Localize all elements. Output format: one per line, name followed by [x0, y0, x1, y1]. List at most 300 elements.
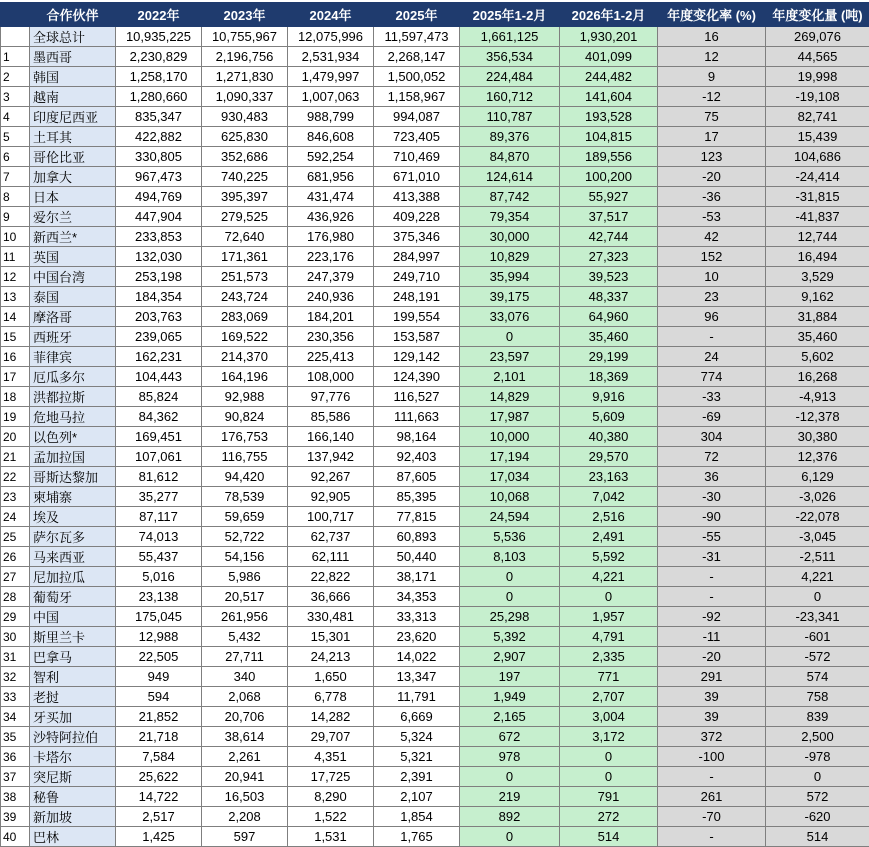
- value-2025-cell: 2,268,147: [374, 47, 460, 67]
- partner-cell: 萨尔瓦多: [30, 527, 116, 547]
- partner-cell: 马来西亚: [30, 547, 116, 567]
- yoy-rate-cell: 72: [658, 447, 766, 467]
- partner-cell: 洪都拉斯: [30, 387, 116, 407]
- value-2025-jan-feb-cell: 1,949: [460, 687, 560, 707]
- value-2025-jan-feb-cell: 14,829: [460, 387, 560, 407]
- rank-cell: 10: [1, 227, 30, 247]
- value-2025-cell: 710,469: [374, 147, 460, 167]
- value-2025-jan-feb-cell: 84,870: [460, 147, 560, 167]
- value-2026-jan-feb-cell: 193,528: [560, 107, 658, 127]
- value-2024-cell: 240,936: [288, 287, 374, 307]
- table-row: [1, 587, 869, 607]
- partner-cell: 智利: [30, 667, 116, 687]
- value-2025-jan-feb-cell: 110,787: [460, 107, 560, 127]
- partner-cell: 哥斯达黎加: [30, 467, 116, 487]
- value-2026-jan-feb-cell: 2,516: [560, 507, 658, 527]
- value-2025-cell: 375,346: [374, 227, 460, 247]
- rank-cell: 12: [1, 267, 30, 287]
- yoy-change-cell: -31,815: [766, 187, 869, 207]
- table-row: [1, 407, 869, 427]
- yoy-change-cell: 574: [766, 667, 869, 687]
- value-2024-cell: 436,926: [288, 207, 374, 227]
- value-2024-cell: 14,282: [288, 707, 374, 727]
- value-2025-jan-feb-cell: 39,175: [460, 287, 560, 307]
- yoy-rate-cell: -: [658, 587, 766, 607]
- value-2026-jan-feb-cell: 27,323: [560, 247, 658, 267]
- value-2024-cell: 1,007,063: [288, 87, 374, 107]
- value-2022-cell: 87,117: [116, 507, 202, 527]
- value-2024-cell: 166,140: [288, 427, 374, 447]
- value-2025-cell: 14,022: [374, 647, 460, 667]
- yoy-rate-cell: -20: [658, 167, 766, 187]
- value-2025-jan-feb-cell: 124,614: [460, 167, 560, 187]
- partner-cell: 印度尼西亚: [30, 107, 116, 127]
- table-row: [1, 287, 869, 307]
- value-2022-cell: 74,013: [116, 527, 202, 547]
- value-2024-cell: 29,707: [288, 727, 374, 747]
- value-2022-cell: 10,935,225: [116, 27, 202, 47]
- rank-cell: 28: [1, 587, 30, 607]
- rank-cell: 22: [1, 467, 30, 487]
- value-2026-jan-feb-cell: 5,592: [560, 547, 658, 567]
- value-2026-jan-feb-cell: 1,957: [560, 607, 658, 627]
- value-2022-cell: 330,805: [116, 147, 202, 167]
- value-2022-cell: 107,061: [116, 447, 202, 467]
- value-2022-cell: 25,622: [116, 767, 202, 787]
- yoy-change-cell: 104,686: [766, 147, 869, 167]
- yoy-rate-cell: 42: [658, 227, 766, 247]
- yoy-change-cell: -3,026: [766, 487, 869, 507]
- value-2025-jan-feb-cell: 0: [460, 827, 560, 847]
- value-2022-cell: 162,231: [116, 347, 202, 367]
- partner-cell: 秘鲁: [30, 787, 116, 807]
- value-2024-cell: 100,717: [288, 507, 374, 527]
- value-2025-cell: 248,191: [374, 287, 460, 307]
- value-2026-jan-feb-cell: 100,200: [560, 167, 658, 187]
- value-2026-jan-feb-cell: 48,337: [560, 287, 658, 307]
- value-2025-jan-feb-cell: 219: [460, 787, 560, 807]
- value-2025-cell: 33,313: [374, 607, 460, 627]
- value-2024-cell: 1,479,997: [288, 67, 374, 87]
- rank-cell: 19: [1, 407, 30, 427]
- header-yoy-rate: 年度变化率 (%): [658, 3, 766, 27]
- yoy-change-cell: -22,078: [766, 507, 869, 527]
- value-2024-cell: 15,301: [288, 627, 374, 647]
- yoy-change-cell: 16,268: [766, 367, 869, 387]
- value-2023-cell: 59,659: [202, 507, 288, 527]
- header-2026-jan-feb: 2026年1-2月: [560, 3, 658, 27]
- partner-cell: 摩洛哥: [30, 307, 116, 327]
- yoy-rate-cell: -69: [658, 407, 766, 427]
- yoy-rate-cell: -36: [658, 187, 766, 207]
- value-2022-cell: 14,722: [116, 787, 202, 807]
- table-row: [1, 467, 869, 487]
- yoy-change-cell: -2,511: [766, 547, 869, 567]
- yoy-rate-cell: -20: [658, 647, 766, 667]
- value-2025-jan-feb-cell: 978: [460, 747, 560, 767]
- value-2024-cell: 24,213: [288, 647, 374, 667]
- rank-cell: 8: [1, 187, 30, 207]
- value-2026-jan-feb-cell: 9,916: [560, 387, 658, 407]
- yoy-change-cell: 0: [766, 587, 869, 607]
- value-2023-cell: 1,271,830: [202, 67, 288, 87]
- value-2024-cell: 17,725: [288, 767, 374, 787]
- value-2022-cell: 184,354: [116, 287, 202, 307]
- rank-cell: 40: [1, 827, 30, 847]
- yoy-rate-cell: 152: [658, 247, 766, 267]
- value-2025-cell: 1,854: [374, 807, 460, 827]
- rank-cell: 36: [1, 747, 30, 767]
- value-2025-jan-feb-cell: 0: [460, 567, 560, 587]
- value-2025-cell: 5,321: [374, 747, 460, 767]
- value-2026-jan-feb-cell: 2,707: [560, 687, 658, 707]
- value-2025-cell: 124,390: [374, 367, 460, 387]
- yoy-rate-cell: 75: [658, 107, 766, 127]
- value-2025-jan-feb-cell: 30,000: [460, 227, 560, 247]
- value-2026-jan-feb-cell: 4,221: [560, 567, 658, 587]
- rank-cell: 1: [1, 47, 30, 67]
- header-2025-jan-feb: 2025年1-2月: [460, 3, 560, 27]
- yoy-rate-cell: 17: [658, 127, 766, 147]
- table-row: [1, 367, 869, 387]
- rank-cell: 5: [1, 127, 30, 147]
- value-2022-cell: 967,473: [116, 167, 202, 187]
- table-row: [1, 267, 869, 287]
- value-2022-cell: 253,198: [116, 267, 202, 287]
- value-2026-jan-feb-cell: 18,369: [560, 367, 658, 387]
- partner-cell: 埃及: [30, 507, 116, 527]
- yoy-rate-cell: -: [658, 767, 766, 787]
- value-2025-jan-feb-cell: 160,712: [460, 87, 560, 107]
- value-2025-jan-feb-cell: 17,987: [460, 407, 560, 427]
- value-2025-cell: 116,527: [374, 387, 460, 407]
- partner-cell: 新加坡: [30, 807, 116, 827]
- value-2025-cell: 409,228: [374, 207, 460, 227]
- yoy-change-cell: -12,378: [766, 407, 869, 427]
- yoy-rate-cell: -55: [658, 527, 766, 547]
- value-2025-cell: 1,765: [374, 827, 460, 847]
- value-2025-jan-feb-cell: 224,484: [460, 67, 560, 87]
- partner-cell: 葡萄牙: [30, 587, 116, 607]
- value-2026-jan-feb-cell: 23,163: [560, 467, 658, 487]
- value-2024-cell: 247,379: [288, 267, 374, 287]
- value-2022-cell: 1,258,170: [116, 67, 202, 87]
- table-row: [1, 127, 869, 147]
- value-2025-cell: 85,395: [374, 487, 460, 507]
- value-2026-jan-feb-cell: 39,523: [560, 267, 658, 287]
- value-2026-jan-feb-cell: 0: [560, 587, 658, 607]
- table-row: [1, 227, 869, 247]
- value-2023-cell: 20,517: [202, 587, 288, 607]
- value-2025-cell: 87,605: [374, 467, 460, 487]
- yoy-change-cell: -3,045: [766, 527, 869, 547]
- yoy-rate-cell: 123: [658, 147, 766, 167]
- value-2026-jan-feb-cell: 4,791: [560, 627, 658, 647]
- rank-cell: 11: [1, 247, 30, 267]
- value-2026-jan-feb-cell: 5,609: [560, 407, 658, 427]
- partner-cell: 卡塔尔: [30, 747, 116, 767]
- value-2024-cell: 223,176: [288, 247, 374, 267]
- value-2023-cell: 72,640: [202, 227, 288, 247]
- partner-cell: 爱尔兰: [30, 207, 116, 227]
- value-2024-cell: 2,531,934: [288, 47, 374, 67]
- rank-cell: 4: [1, 107, 30, 127]
- value-2023-cell: 94,420: [202, 467, 288, 487]
- partner-cell: 全球总计: [30, 27, 116, 47]
- value-2023-cell: 116,755: [202, 447, 288, 467]
- partner-cell: 尼加拉瓜: [30, 567, 116, 587]
- table-row: [1, 247, 869, 267]
- table-row: [1, 707, 869, 727]
- table-row: [1, 167, 869, 187]
- value-2026-jan-feb-cell: 42,744: [560, 227, 658, 247]
- value-2022-cell: 35,277: [116, 487, 202, 507]
- value-2025-jan-feb-cell: 2,907: [460, 647, 560, 667]
- value-2025-jan-feb-cell: 0: [460, 587, 560, 607]
- value-2025-cell: 13,347: [374, 667, 460, 687]
- value-2022-cell: 23,138: [116, 587, 202, 607]
- value-2024-cell: 108,000: [288, 367, 374, 387]
- value-2024-cell: 12,075,996: [288, 27, 374, 47]
- table-row: [1, 567, 869, 587]
- yoy-change-cell: 0: [766, 767, 869, 787]
- value-2025-cell: 249,710: [374, 267, 460, 287]
- partner-cell: 菲律宾: [30, 347, 116, 367]
- value-2025-jan-feb-cell: 5,536: [460, 527, 560, 547]
- value-2024-cell: 846,608: [288, 127, 374, 147]
- partner-cell: 柬埔寨: [30, 487, 116, 507]
- yoy-change-cell: -572: [766, 647, 869, 667]
- value-2023-cell: 2,196,756: [202, 47, 288, 67]
- value-2022-cell: 7,584: [116, 747, 202, 767]
- yoy-change-cell: 9,162: [766, 287, 869, 307]
- value-2022-cell: 1,425: [116, 827, 202, 847]
- value-2025-jan-feb-cell: 2,101: [460, 367, 560, 387]
- yoy-change-cell: -41,837: [766, 207, 869, 227]
- partner-cell: 越南: [30, 87, 116, 107]
- value-2022-cell: 104,443: [116, 367, 202, 387]
- value-2026-jan-feb-cell: 2,335: [560, 647, 658, 667]
- yoy-change-cell: -4,913: [766, 387, 869, 407]
- yoy-change-cell: 31,884: [766, 307, 869, 327]
- yoy-rate-cell: 304: [658, 427, 766, 447]
- partner-cell: 西班牙: [30, 327, 116, 347]
- value-2022-cell: 169,451: [116, 427, 202, 447]
- value-2023-cell: 597: [202, 827, 288, 847]
- value-2022-cell: 422,882: [116, 127, 202, 147]
- yoy-rate-cell: -11: [658, 627, 766, 647]
- value-2025-cell: 98,164: [374, 427, 460, 447]
- yoy-change-cell: 44,565: [766, 47, 869, 67]
- trade-partners-table: [0, 2, 869, 847]
- rank-cell: 27: [1, 567, 30, 587]
- rank-cell: 15: [1, 327, 30, 347]
- value-2024-cell: 1,531: [288, 827, 374, 847]
- table-row: [1, 547, 869, 567]
- value-2023-cell: 27,711: [202, 647, 288, 667]
- value-2022-cell: 239,065: [116, 327, 202, 347]
- value-2025-jan-feb-cell: 79,354: [460, 207, 560, 227]
- value-2025-cell: 23,620: [374, 627, 460, 647]
- value-2025-jan-feb-cell: 17,034: [460, 467, 560, 487]
- yoy-change-cell: 30,380: [766, 427, 869, 447]
- value-2023-cell: 90,824: [202, 407, 288, 427]
- rank-cell: 16: [1, 347, 30, 367]
- value-2023-cell: 2,208: [202, 807, 288, 827]
- partner-cell: 斯里兰卡: [30, 627, 116, 647]
- rank-cell: 23: [1, 487, 30, 507]
- table-row: [1, 67, 869, 87]
- value-2026-jan-feb-cell: 37,517: [560, 207, 658, 227]
- yoy-change-cell: 514: [766, 827, 869, 847]
- partner-cell: 土耳其: [30, 127, 116, 147]
- value-2025-jan-feb-cell: 17,194: [460, 447, 560, 467]
- rank-cell: 25: [1, 527, 30, 547]
- partner-cell: 老挝: [30, 687, 116, 707]
- value-2025-jan-feb-cell: 2,165: [460, 707, 560, 727]
- partner-cell: 孟加拉国: [30, 447, 116, 467]
- yoy-rate-cell: 96: [658, 307, 766, 327]
- rank-cell: 20: [1, 427, 30, 447]
- partner-cell: 新西兰*: [30, 227, 116, 247]
- table-row: [1, 487, 869, 507]
- yoy-rate-cell: -12: [658, 87, 766, 107]
- value-2023-cell: 1,090,337: [202, 87, 288, 107]
- rank-cell: 33: [1, 687, 30, 707]
- value-2025-jan-feb-cell: 8,103: [460, 547, 560, 567]
- value-2026-jan-feb-cell: 3,004: [560, 707, 658, 727]
- value-2022-cell: 2,230,829: [116, 47, 202, 67]
- yoy-rate-cell: -53: [658, 207, 766, 227]
- value-2025-jan-feb-cell: 89,376: [460, 127, 560, 147]
- partner-cell: 日本: [30, 187, 116, 207]
- value-2024-cell: 1,650: [288, 667, 374, 687]
- yoy-change-cell: 82,741: [766, 107, 869, 127]
- table-row: [1, 627, 869, 647]
- partner-cell: 危地马拉: [30, 407, 116, 427]
- yoy-rate-cell: 39: [658, 707, 766, 727]
- value-2025-jan-feb-cell: 5,392: [460, 627, 560, 647]
- value-2025-jan-feb-cell: 356,534: [460, 47, 560, 67]
- value-2025-cell: 153,587: [374, 327, 460, 347]
- value-2022-cell: 233,853: [116, 227, 202, 247]
- value-2024-cell: 22,822: [288, 567, 374, 587]
- yoy-change-cell: 2,500: [766, 727, 869, 747]
- yoy-change-cell: 6,129: [766, 467, 869, 487]
- rank-cell: 18: [1, 387, 30, 407]
- rank-cell: 9: [1, 207, 30, 227]
- value-2024-cell: 137,942: [288, 447, 374, 467]
- yoy-rate-cell: 39: [658, 687, 766, 707]
- yoy-rate-cell: -: [658, 827, 766, 847]
- value-2025-cell: 6,669: [374, 707, 460, 727]
- value-2025-cell: 2,391: [374, 767, 460, 787]
- yoy-rate-cell: 23: [658, 287, 766, 307]
- value-2023-cell: 92,988: [202, 387, 288, 407]
- value-2025-cell: 60,893: [374, 527, 460, 547]
- value-2025-cell: 111,663: [374, 407, 460, 427]
- value-2026-jan-feb-cell: 791: [560, 787, 658, 807]
- value-2024-cell: 6,778: [288, 687, 374, 707]
- yoy-rate-cell: 261: [658, 787, 766, 807]
- rank-cell: 13: [1, 287, 30, 307]
- value-2025-jan-feb-cell: 10,068: [460, 487, 560, 507]
- yoy-change-cell: -24,414: [766, 167, 869, 187]
- value-2022-cell: 594: [116, 687, 202, 707]
- value-2025-jan-feb-cell: 0: [460, 767, 560, 787]
- table-row: [1, 147, 869, 167]
- value-2025-cell: 34,353: [374, 587, 460, 607]
- partner-cell: 巴拿马: [30, 647, 116, 667]
- value-2023-cell: 214,370: [202, 347, 288, 367]
- partner-cell: 英国: [30, 247, 116, 267]
- value-2026-jan-feb-cell: 29,199: [560, 347, 658, 367]
- value-2026-jan-feb-cell: 771: [560, 667, 658, 687]
- yoy-rate-cell: -70: [658, 807, 766, 827]
- value-2025-jan-feb-cell: 1,661,125: [460, 27, 560, 47]
- header-2024: 2024年: [288, 3, 374, 27]
- partner-cell: 墨西哥: [30, 47, 116, 67]
- value-2025-jan-feb-cell: 24,594: [460, 507, 560, 527]
- value-2025-jan-feb-cell: 10,000: [460, 427, 560, 447]
- yoy-change-cell: 572: [766, 787, 869, 807]
- value-2022-cell: 85,824: [116, 387, 202, 407]
- value-2023-cell: 171,361: [202, 247, 288, 267]
- yoy-rate-cell: 774: [658, 367, 766, 387]
- yoy-change-cell: 12,744: [766, 227, 869, 247]
- value-2025-cell: 11,597,473: [374, 27, 460, 47]
- value-2024-cell: 184,201: [288, 307, 374, 327]
- yoy-rate-cell: -92: [658, 607, 766, 627]
- value-2026-jan-feb-cell: 514: [560, 827, 658, 847]
- value-2024-cell: 92,905: [288, 487, 374, 507]
- value-2025-jan-feb-cell: 33,076: [460, 307, 560, 327]
- rank-cell: 3: [1, 87, 30, 107]
- value-2024-cell: 1,522: [288, 807, 374, 827]
- value-2022-cell: 5,016: [116, 567, 202, 587]
- table-row: [1, 447, 869, 467]
- table-row: [1, 307, 869, 327]
- value-2024-cell: 681,956: [288, 167, 374, 187]
- yoy-change-cell: 12,376: [766, 447, 869, 467]
- table-row: [1, 667, 869, 687]
- value-2023-cell: 740,225: [202, 167, 288, 187]
- table-row: [1, 47, 869, 67]
- value-2025-cell: 38,171: [374, 567, 460, 587]
- value-2025-jan-feb-cell: 35,994: [460, 267, 560, 287]
- table-row: [1, 607, 869, 627]
- value-2026-jan-feb-cell: 7,042: [560, 487, 658, 507]
- value-2023-cell: 16,503: [202, 787, 288, 807]
- value-2024-cell: 592,254: [288, 147, 374, 167]
- rank-cell: 34: [1, 707, 30, 727]
- yoy-rate-cell: -: [658, 327, 766, 347]
- value-2024-cell: 176,980: [288, 227, 374, 247]
- rank-cell: 39: [1, 807, 30, 827]
- partner-cell: 中国台湾: [30, 267, 116, 287]
- partner-cell: 以色列*: [30, 427, 116, 447]
- value-2023-cell: 395,397: [202, 187, 288, 207]
- value-2026-jan-feb-cell: 35,460: [560, 327, 658, 347]
- header-2023: 2023年: [202, 3, 288, 27]
- yoy-change-cell: -620: [766, 807, 869, 827]
- table-row: [1, 827, 869, 847]
- value-2026-jan-feb-cell: 1,930,201: [560, 27, 658, 47]
- value-2025-jan-feb-cell: 197: [460, 667, 560, 687]
- table-row: [1, 387, 869, 407]
- header-2022: 2022年: [116, 3, 202, 27]
- yoy-change-cell: 3,529: [766, 267, 869, 287]
